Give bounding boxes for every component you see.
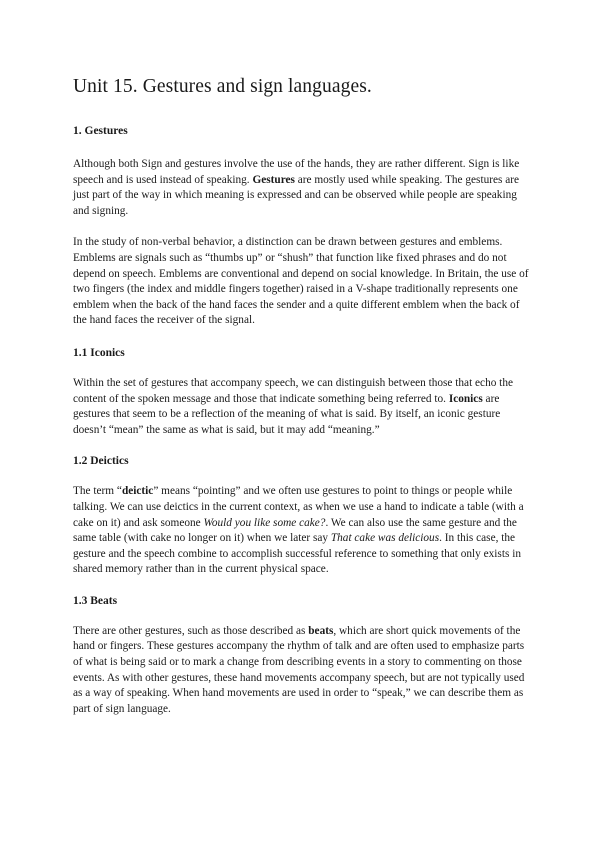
paragraph-emblems: In the study of non-verbal behavior, a distinction can be drawn between gestures and emblems. Emblems are signals such as “thumbs up” or “shush” that function like fixed phrases and do not depend on speech. Emblems are conventional and depend on social knowledge. In Britain, the use of two fingers (the index and middle fingers together) raised in a V-shape traditionally represents one emblem when the back of the hand faces the sender and a quite different emblem when the back of the hand faces the receiver of the signal. xyxy=(73,236,529,327)
example-question: Would you like some cake? xyxy=(203,516,326,529)
document-page xyxy=(73,74,533,717)
term-iconics: Iconics xyxy=(448,392,483,405)
paragraph-iconics: Within the set of gestures that accompany speech, we can distinguish between those that echo the content of the spoken message and those that indicate something being referred to. Iconics are gestures that seem to be a reflection of the meaning of what is said. By itself, an iconic gesture doesn’t “mean” the same as what is said, but it may add “meaning.” xyxy=(73,376,513,436)
section-heading-deictics: 1.2 Deictics xyxy=(73,455,129,468)
term-gestures: Gestures xyxy=(252,173,295,186)
page-title: Unit 15. Gestures and sign languages. xyxy=(73,76,372,97)
term-beats: beats xyxy=(308,624,334,637)
section-heading-gestures: 1. Gestures xyxy=(73,125,128,137)
paragraph-deictics: The term “deictic” means “pointing” and we often use gestures to point to things or people while talking. We can use deictics in the current context, as when we use a hand to indicate a table (with a cake on it) and ask someone Would you like some cake?. We can also use the same gesture and the same table (with cake no longer on it) when we later say That cake was delicious. In this case, the gesture and the speech combine to accomplish successful reference to something that only exists in shared memory rather than in the current physical space. xyxy=(73,485,524,576)
section-heading-iconics: 1.1 Iconics xyxy=(73,346,125,359)
paragraph-beats: There are other gestures, such as those described as beats, which are short quick movements of the hand or fingers. These gestures accompany the rhythm of talk and are often used to emphasize parts of what is being said or to mark a change from describing events in a story to commenting on those events. As with other gestures, these hand movements accompany speech, but are not typically used as a way of speaking. When hand movements are used in order to “speak,” we can describe them as part of sign language. xyxy=(73,624,525,715)
section-heading-beats: 1.3 Beats xyxy=(73,594,118,607)
paragraph-gestures-intro: Although both Sign and gestures involve the use of the hands, they are rather different. Sign is like speech and is used instead of speaking. Gestures are mostly used while speaking. The gestures are just part of the way in which meaning is expressed and can be observed while people are speaking and signing. xyxy=(73,158,520,217)
example-statement: That cake was delicious xyxy=(330,532,440,545)
term-deictic: deictic xyxy=(121,485,154,498)
